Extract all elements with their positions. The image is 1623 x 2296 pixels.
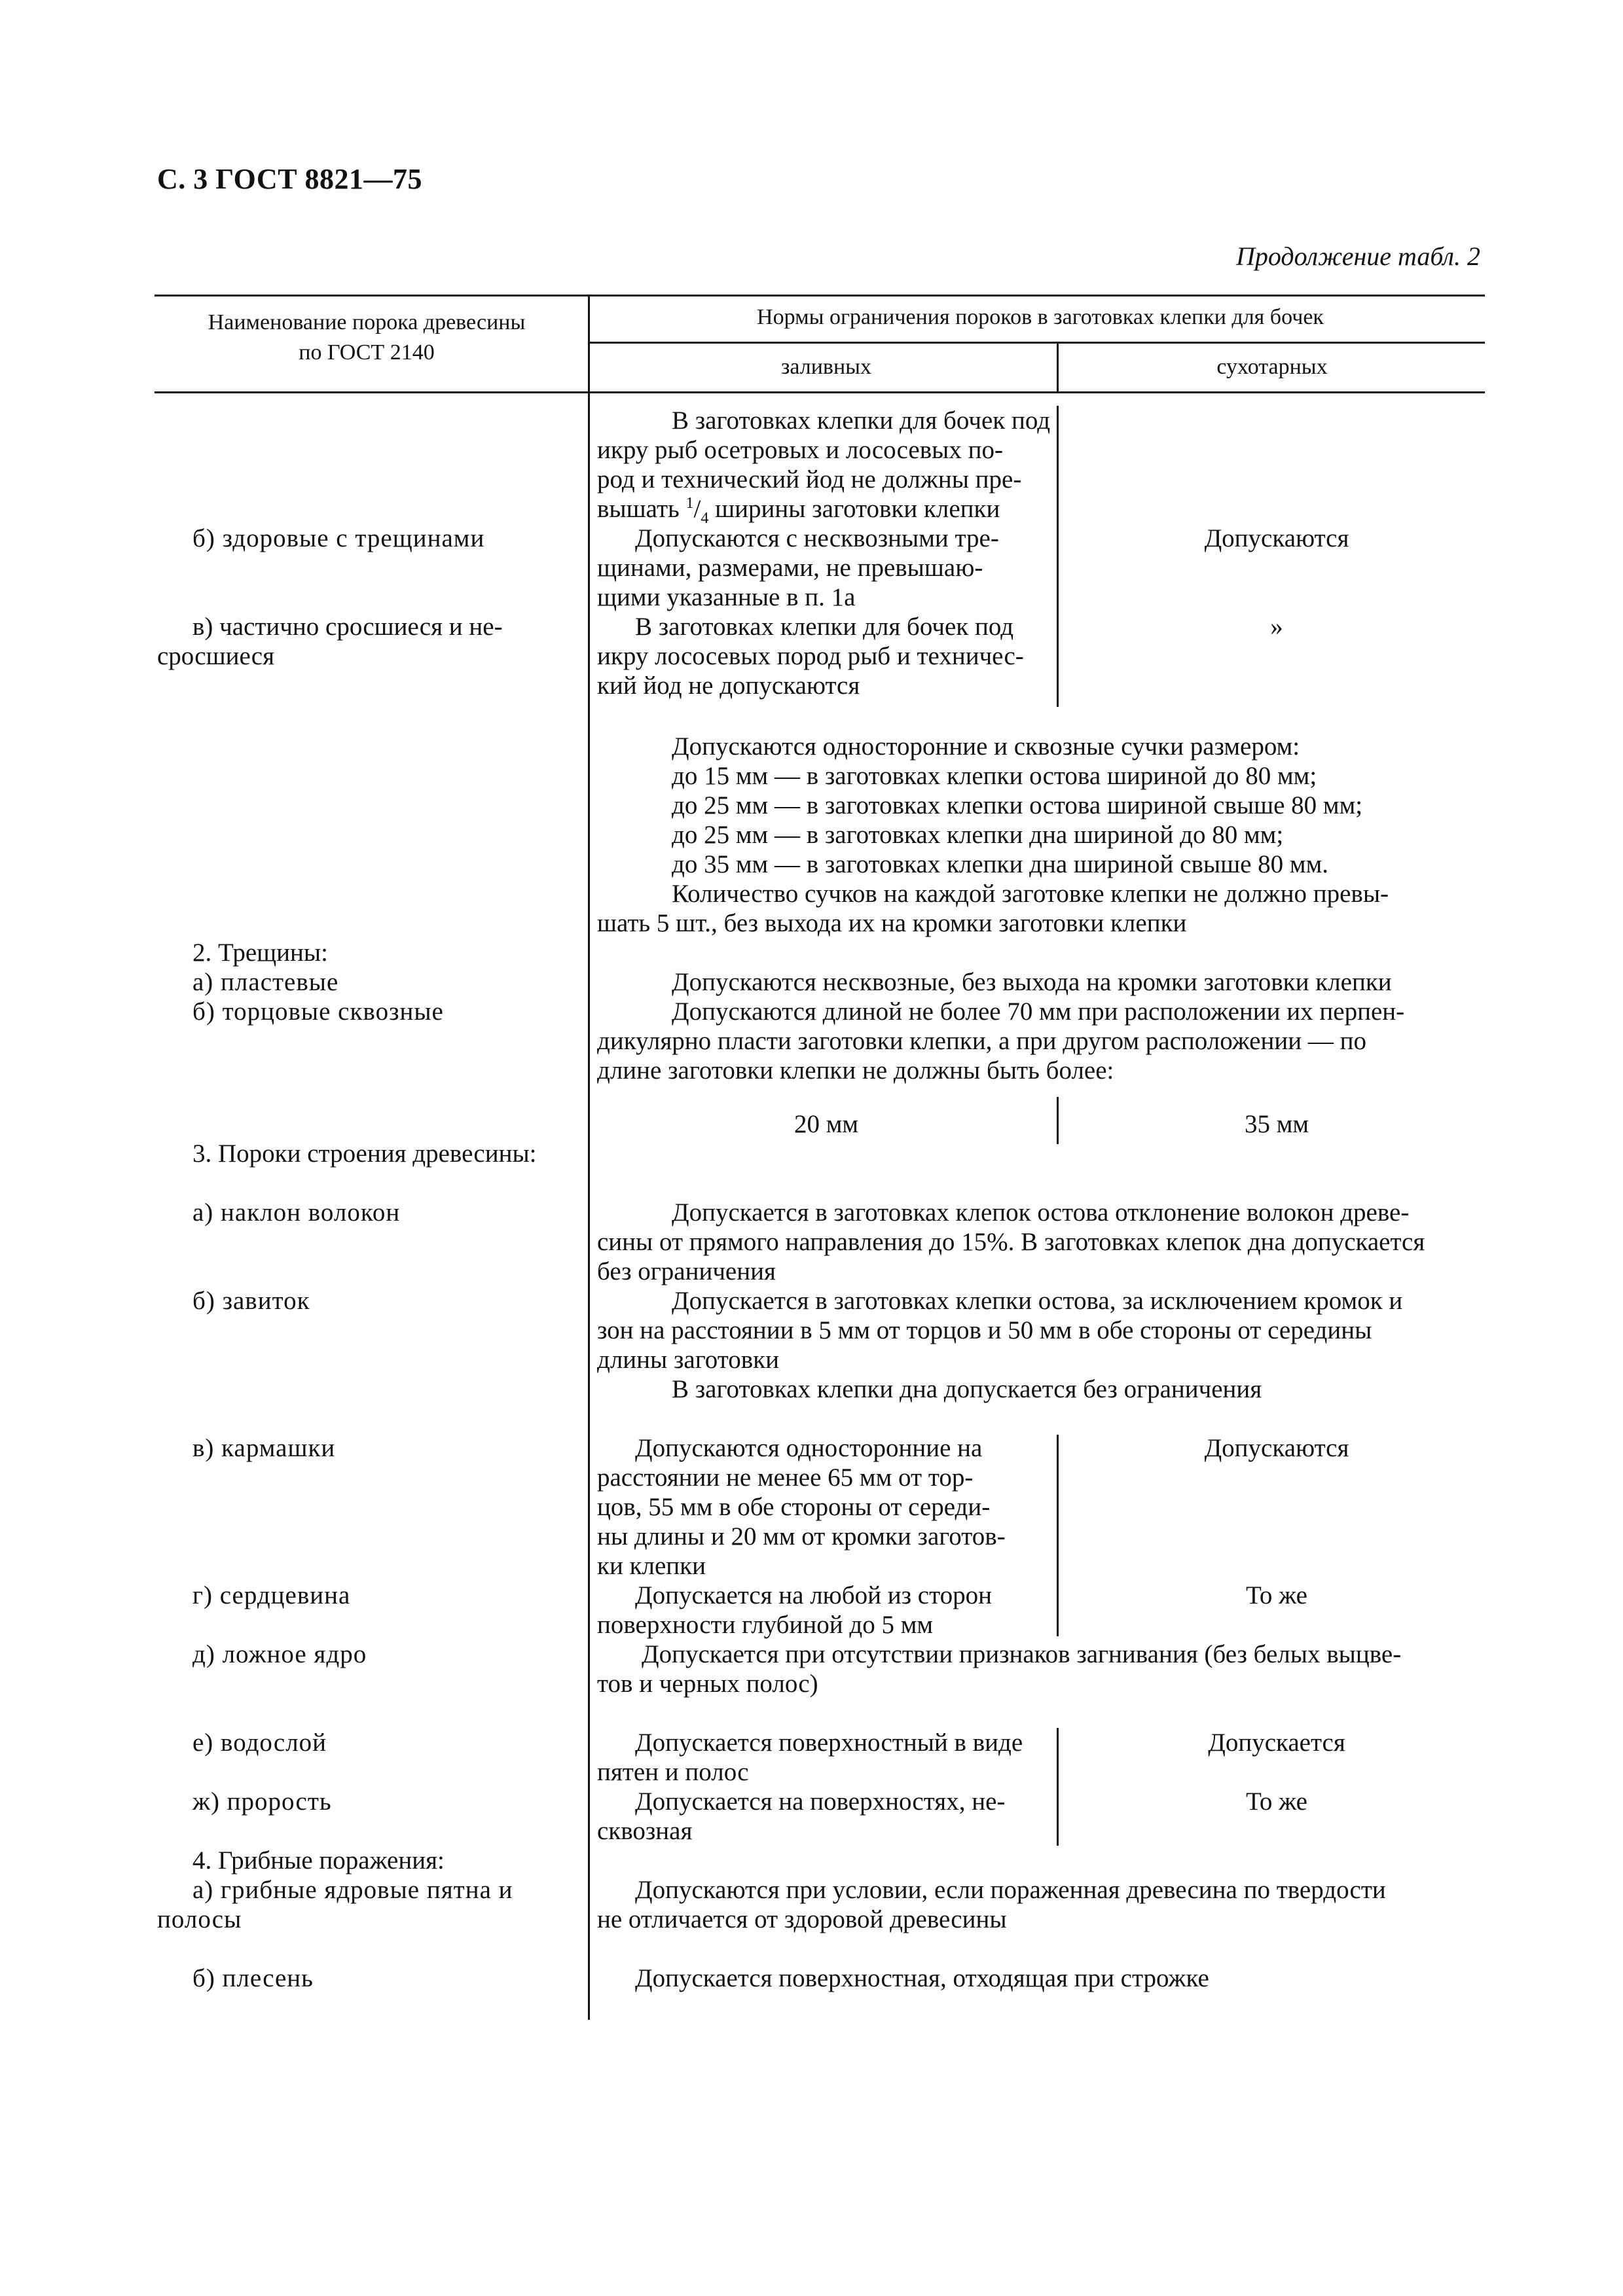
table-column-divider (588, 295, 590, 2020)
text-line: полосы (157, 1905, 242, 1933)
text-line: расстоянии не менее 65 мм от тор- (597, 1463, 974, 1492)
defect-name-v-partially-fused (157, 612, 570, 671)
text-line: в) частично сросшиеся и не- (192, 613, 503, 641)
fraction-denominator: 4 (701, 509, 709, 527)
text-line: Допускается при отсутствии признаков загнивания (без белых выцве- (642, 1640, 1402, 1668)
cell-cracks-b-suh: 35 мм (1244, 1110, 1309, 1138)
text-line: до 35 мм — в заготовках клепки дна шириной свыше 80 мм. (672, 850, 1329, 878)
text-line: дикулярно пласти заготовки клепки, а при другом расположении — по (597, 1027, 1366, 1055)
table-continuation-label: Продолжение табл. 2 (1235, 242, 1480, 271)
cell-mold-norms: Допускается поверхностная, отходящая при строжке (635, 1964, 1209, 1992)
cell-suh-v: » (1270, 613, 1283, 641)
text-line: В заготовках клепки для бочек под (635, 613, 1014, 641)
column-header-defect-name (157, 308, 576, 368)
text-line: шать 5 шт., без выхода их на кромки заготовки клепки (597, 909, 1187, 937)
defect-name-water-layer: е) водослой (192, 1729, 327, 1757)
column-header-line-2: по ГОСТ 2140 (299, 340, 435, 365)
page-title: С. 3 ГОСТ 8821—75 (157, 163, 423, 195)
cell-pockets-zal (597, 1433, 1055, 1581)
text-fragment: вышать (597, 495, 686, 523)
defect-name-fungal-spots (157, 1875, 570, 1934)
cell-false-heartwood-norms (597, 1640, 1484, 1698)
column-header-norms: Нормы ограничения пороков в заготовках клепки для бочек (757, 305, 1324, 329)
defect-name-cracks-b: б) торцовые сквозные (192, 997, 444, 1026)
cell-zal-b (597, 524, 1055, 612)
cell-fungal-spots-norms (597, 1875, 1484, 1934)
text-line: Допускается на любой из сторон (635, 1581, 993, 1609)
text-line: Допускаются длиной не более 70 мм при расположении их перпен- (672, 997, 1405, 1026)
defect-name-false-heartwood: д) ложное ядро (192, 1640, 367, 1668)
text-line: Допускаются односторонние и сквозные сучки размером: (672, 732, 1300, 761)
cell-ingrown-bark-zal (597, 1787, 1055, 1846)
text-line: кий йод не допускаются (597, 672, 860, 700)
text-line: В заготовках клепки дна допускается без ограничения (672, 1375, 1262, 1403)
subcolumn-divider-cracks (1057, 1097, 1059, 1144)
subcolumn-divider-vodosloy (1057, 1728, 1059, 1846)
text-line: без ограничения (597, 1257, 776, 1285)
text-line: Допускаются с несквозными тре- (635, 524, 999, 552)
section-cracks-title: 2. Трещины: (192, 939, 328, 967)
text-line: тов и черных полос) (597, 1670, 818, 1698)
subcolumn-divider-row-top (1057, 406, 1059, 707)
cell-cracks-b-zal: 20 мм (793, 1110, 859, 1138)
cell-water-layer-suh: Допускается (1208, 1729, 1345, 1757)
defect-name-pockets: в) кармашки (192, 1434, 336, 1462)
text-line: Допускаются односторонние на (635, 1434, 983, 1462)
text-line: до 15 мм — в заготовках клепки остова шириной до 80 мм; (672, 762, 1317, 790)
cell-cracks-b-norms (597, 997, 1484, 1085)
subcolumn-divider-header (1057, 342, 1059, 393)
text-line: пятен и полос (597, 1758, 749, 1786)
text-line: род и технический йод не должны пре- (597, 465, 1022, 493)
text-line: ны длины и 20 мм от кромки заготов- (597, 1522, 1006, 1551)
text-line: Допускается в заготовках клепок остова отклонение волокон древе- (672, 1198, 1410, 1227)
text-fragment: ширины заготовки клепки (708, 495, 1000, 523)
text-line: до 25 мм — в заготовках клепки дна шириной до 80 мм; (672, 821, 1284, 849)
text-line: икру рыб осетровых и лососевых по- (597, 436, 1003, 464)
cell-zal-v (597, 612, 1055, 700)
cell-pockets-suh: Допускаются (1204, 1434, 1349, 1462)
cell-pith-suh: То же (1246, 1581, 1307, 1609)
cell-fiber-slope-norms (597, 1198, 1484, 1286)
cell-pith-zal (597, 1581, 1055, 1640)
text-line: Количество сучков на каждой заготовке клепки не должно превы- (672, 880, 1389, 908)
text-line: не отличается от здоровой древесины (597, 1905, 1007, 1933)
text-line: а) грибные ядровые пятна и (192, 1876, 513, 1904)
section-structure-title: 3. Пороки строения древесины: (192, 1139, 537, 1168)
text-line: Допускается на поверхностях, не- (635, 1787, 1006, 1816)
column-header-line-1: Наименование порока древесины (208, 310, 526, 334)
text-line: щинами, размерами, не превышаю- (597, 554, 983, 582)
text-line: сквозная (597, 1817, 693, 1845)
defect-name-mold: б) плесень (192, 1964, 314, 1992)
text-line: щими указанные в п. 1а (597, 583, 856, 611)
text-line: Допускается в заготовках клепки остова, за исключением кромок и (672, 1287, 1403, 1315)
defect-name-b-healthy-cracked: б) здоровые с трещинами (192, 524, 485, 552)
text-line: ки клепки (597, 1552, 706, 1580)
defect-name-fiber-slope: а) наклон волокон (192, 1198, 401, 1227)
text-line: икру лососевых пород рыб и техничес- (597, 642, 1024, 670)
table-subheader-rule (589, 342, 1485, 344)
column-header-suhotarnyh: сухотарных (1216, 355, 1328, 379)
cell-ingrown-bark-suh: То же (1246, 1787, 1307, 1816)
text-line: до 25 мм — в заготовках клепки остова шириной свыше 80 мм; (672, 791, 1363, 819)
cell-cracks-a-norms: Допускаются несквозные, без выхода на кромки заготовки клепки (672, 968, 1392, 996)
text-line: Допускается поверхностный в виде (635, 1729, 1023, 1757)
defect-name-cracks-a: а) пластевые (192, 968, 339, 996)
column-header-zalivnyh: заливных (780, 355, 872, 379)
text-line: В заготовках клепки для бочек под (672, 406, 1051, 435)
fraction-numerator: 1 (685, 495, 694, 512)
text-line: поверхности глубиной до 5 мм (597, 1611, 934, 1639)
cell-suh-b: Допускаются (1204, 524, 1349, 552)
text-line: длине заготовки клепки не должны быть более: (597, 1056, 1114, 1085)
text-line: зон на расстоянии в 5 мм от торцов и 50 мм в обе стороны от середины (597, 1316, 1372, 1344)
cell-curl-norms (597, 1286, 1484, 1404)
text-line-fraction: вышать $^1/_4$ ширины заготовки клепки (597, 495, 1000, 527)
table-top-rule (155, 295, 1485, 296)
cell-knots-norms (597, 732, 1484, 938)
defect-name-ingrown-bark: ж) прорость (192, 1787, 332, 1816)
text-line: Допускаются при условии, если пораженная древесина по твердости (635, 1876, 1386, 1904)
text-line: длины заготовки (597, 1346, 779, 1374)
defect-name-curl: б) завиток (192, 1287, 310, 1315)
text-line: сросшиеся (157, 642, 275, 670)
text-line: сины от прямого направления до 15%. В заготовках клепок дна допускается (597, 1228, 1425, 1256)
table-header-bottom-rule (155, 391, 1485, 393)
section-fungi-title: 4. Грибные поражения: (192, 1846, 445, 1874)
text-line: цов, 55 мм в обе стороны от середи- (597, 1493, 991, 1521)
subcolumn-divider-karmashki (1057, 1435, 1059, 1636)
cell-zal-continuation (597, 406, 1055, 527)
cell-water-layer-zal (597, 1728, 1055, 1787)
defect-name-pith: г) сердцевина (192, 1581, 351, 1609)
